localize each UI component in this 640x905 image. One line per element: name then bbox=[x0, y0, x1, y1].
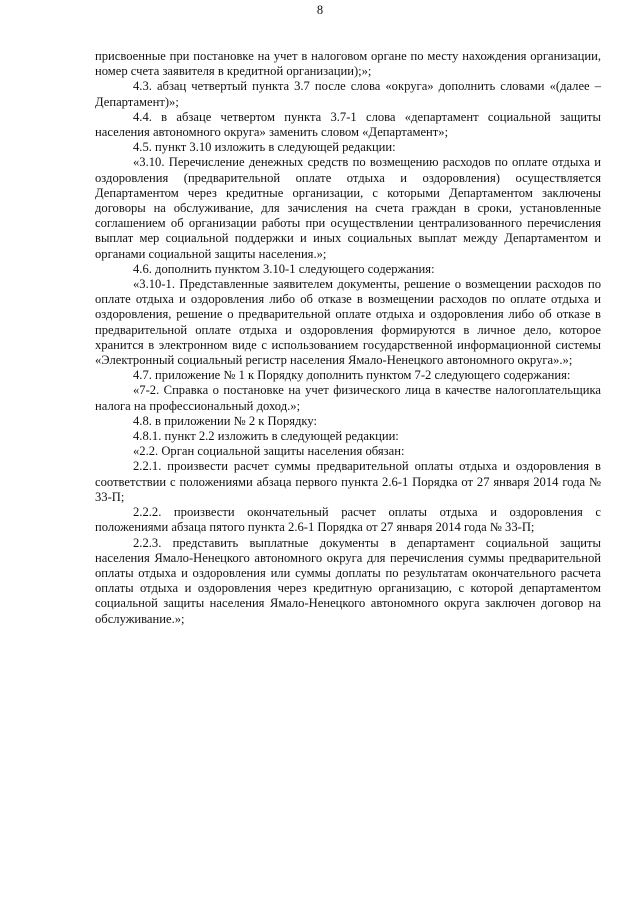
paragraph: 4.5. пункт 3.10 изложить в следующей редакции: bbox=[133, 140, 396, 155]
paragraph: «7-2. Справка о постановке на учет физического лица в качестве налогоплательщика налога на профессиональный доход.»; bbox=[95, 383, 601, 413]
paragraph: 2.2.3. представить выплатные документы в департамент социальной защиты населения Ямало-Ненецкого автономного округа для перечисления суммы предварительной оплаты отдыха и оздоровления или суммы доплаты по результатам окончательного расчета оплаты отдыха и оздоровления через кредитную организацию, с которой департаментом социальной защиты населения Ямало-Ненецкого автономного округа заключен договор на обслуживание.»; bbox=[95, 535, 601, 626]
paragraph: присвоенные при постановке на учет в налоговом органе по месту нахождения организации, номер счета заявителя в кредитной организации);»; bbox=[95, 49, 601, 79]
paragraph: 2.2.2. произвести окончательный расчет оплаты отдыха и оздоровления с положениями абзаца пятого пункта 2.6-1 Порядка от 27 января 2014 года № 33-П; bbox=[95, 505, 601, 535]
paragraph: 4.6. дополнить пунктом 3.10-1 следующего содержания: bbox=[133, 261, 435, 276]
document-body bbox=[95, 49, 601, 627]
paragraph: 4.4. в абзаце четвертом пункта 3.7-1 слова «департамент социальной защиты населения автономного округа» заменить словом «Департамент»; bbox=[95, 109, 601, 140]
paragraph: «2.2. Орган социальной защиты населения обязан: bbox=[133, 444, 405, 459]
paragraph: 4.3. абзац четвертый пункта 3.7 после слова «округа» дополнить словами «(далее – Департамент)»; bbox=[95, 79, 601, 109]
paragraph: 4.8. в приложении № 2 к Порядку: bbox=[133, 413, 318, 428]
paragraph: 2.2.1. произвести расчет суммы предварительной оплаты отдыха и оздоровления в соответствии с положениями абзаца первого пункта 2.6-1 Порядка от 27 января 2014 года № 33-П; bbox=[95, 459, 601, 504]
paragraph: 4.8.1. пункт 2.2 изложить в следующей редакции: bbox=[133, 429, 399, 444]
page-number: 8 bbox=[316, 3, 324, 17]
paragraph: 4.7. приложение № 1 к Порядку дополнить пунктом 7-2 следующего содержания: bbox=[133, 368, 571, 383]
paragraph: «3.10-1. Представленные заявителем документы, решение о возмещении расходов по оплате отдыха и оздоровления либо об отказе в возмещении расходов по оплате отдыха и оздоровления, решение о предварительной оплате отдыха и оздоровления либо об отказе в предварительной оплате отдыха и оздоровления формируются в личное дело, которое хранится в электронном виде с использованием государственной информационной системы «Электронный социальный регистр населения Ямало-Ненецкого автономного округа».»; bbox=[95, 277, 601, 368]
paragraph: «3.10. Перечисление денежных средств по возмещению расходов по оплате отдыха и оздоровления (предварительной оплате отдыха и оздоровления) осуществляется Департаментом через кредитные организации, с которыми Департаментом заключены договоры на обслуживание, для зачисления на счета граждан в сроки, установленные соглашением об организации работы при осуществлении централизованного перечисления выплат мер социальной поддержки и иных социальных выплат между Департаментом и органами социальной защиты населения.»; bbox=[95, 155, 601, 261]
